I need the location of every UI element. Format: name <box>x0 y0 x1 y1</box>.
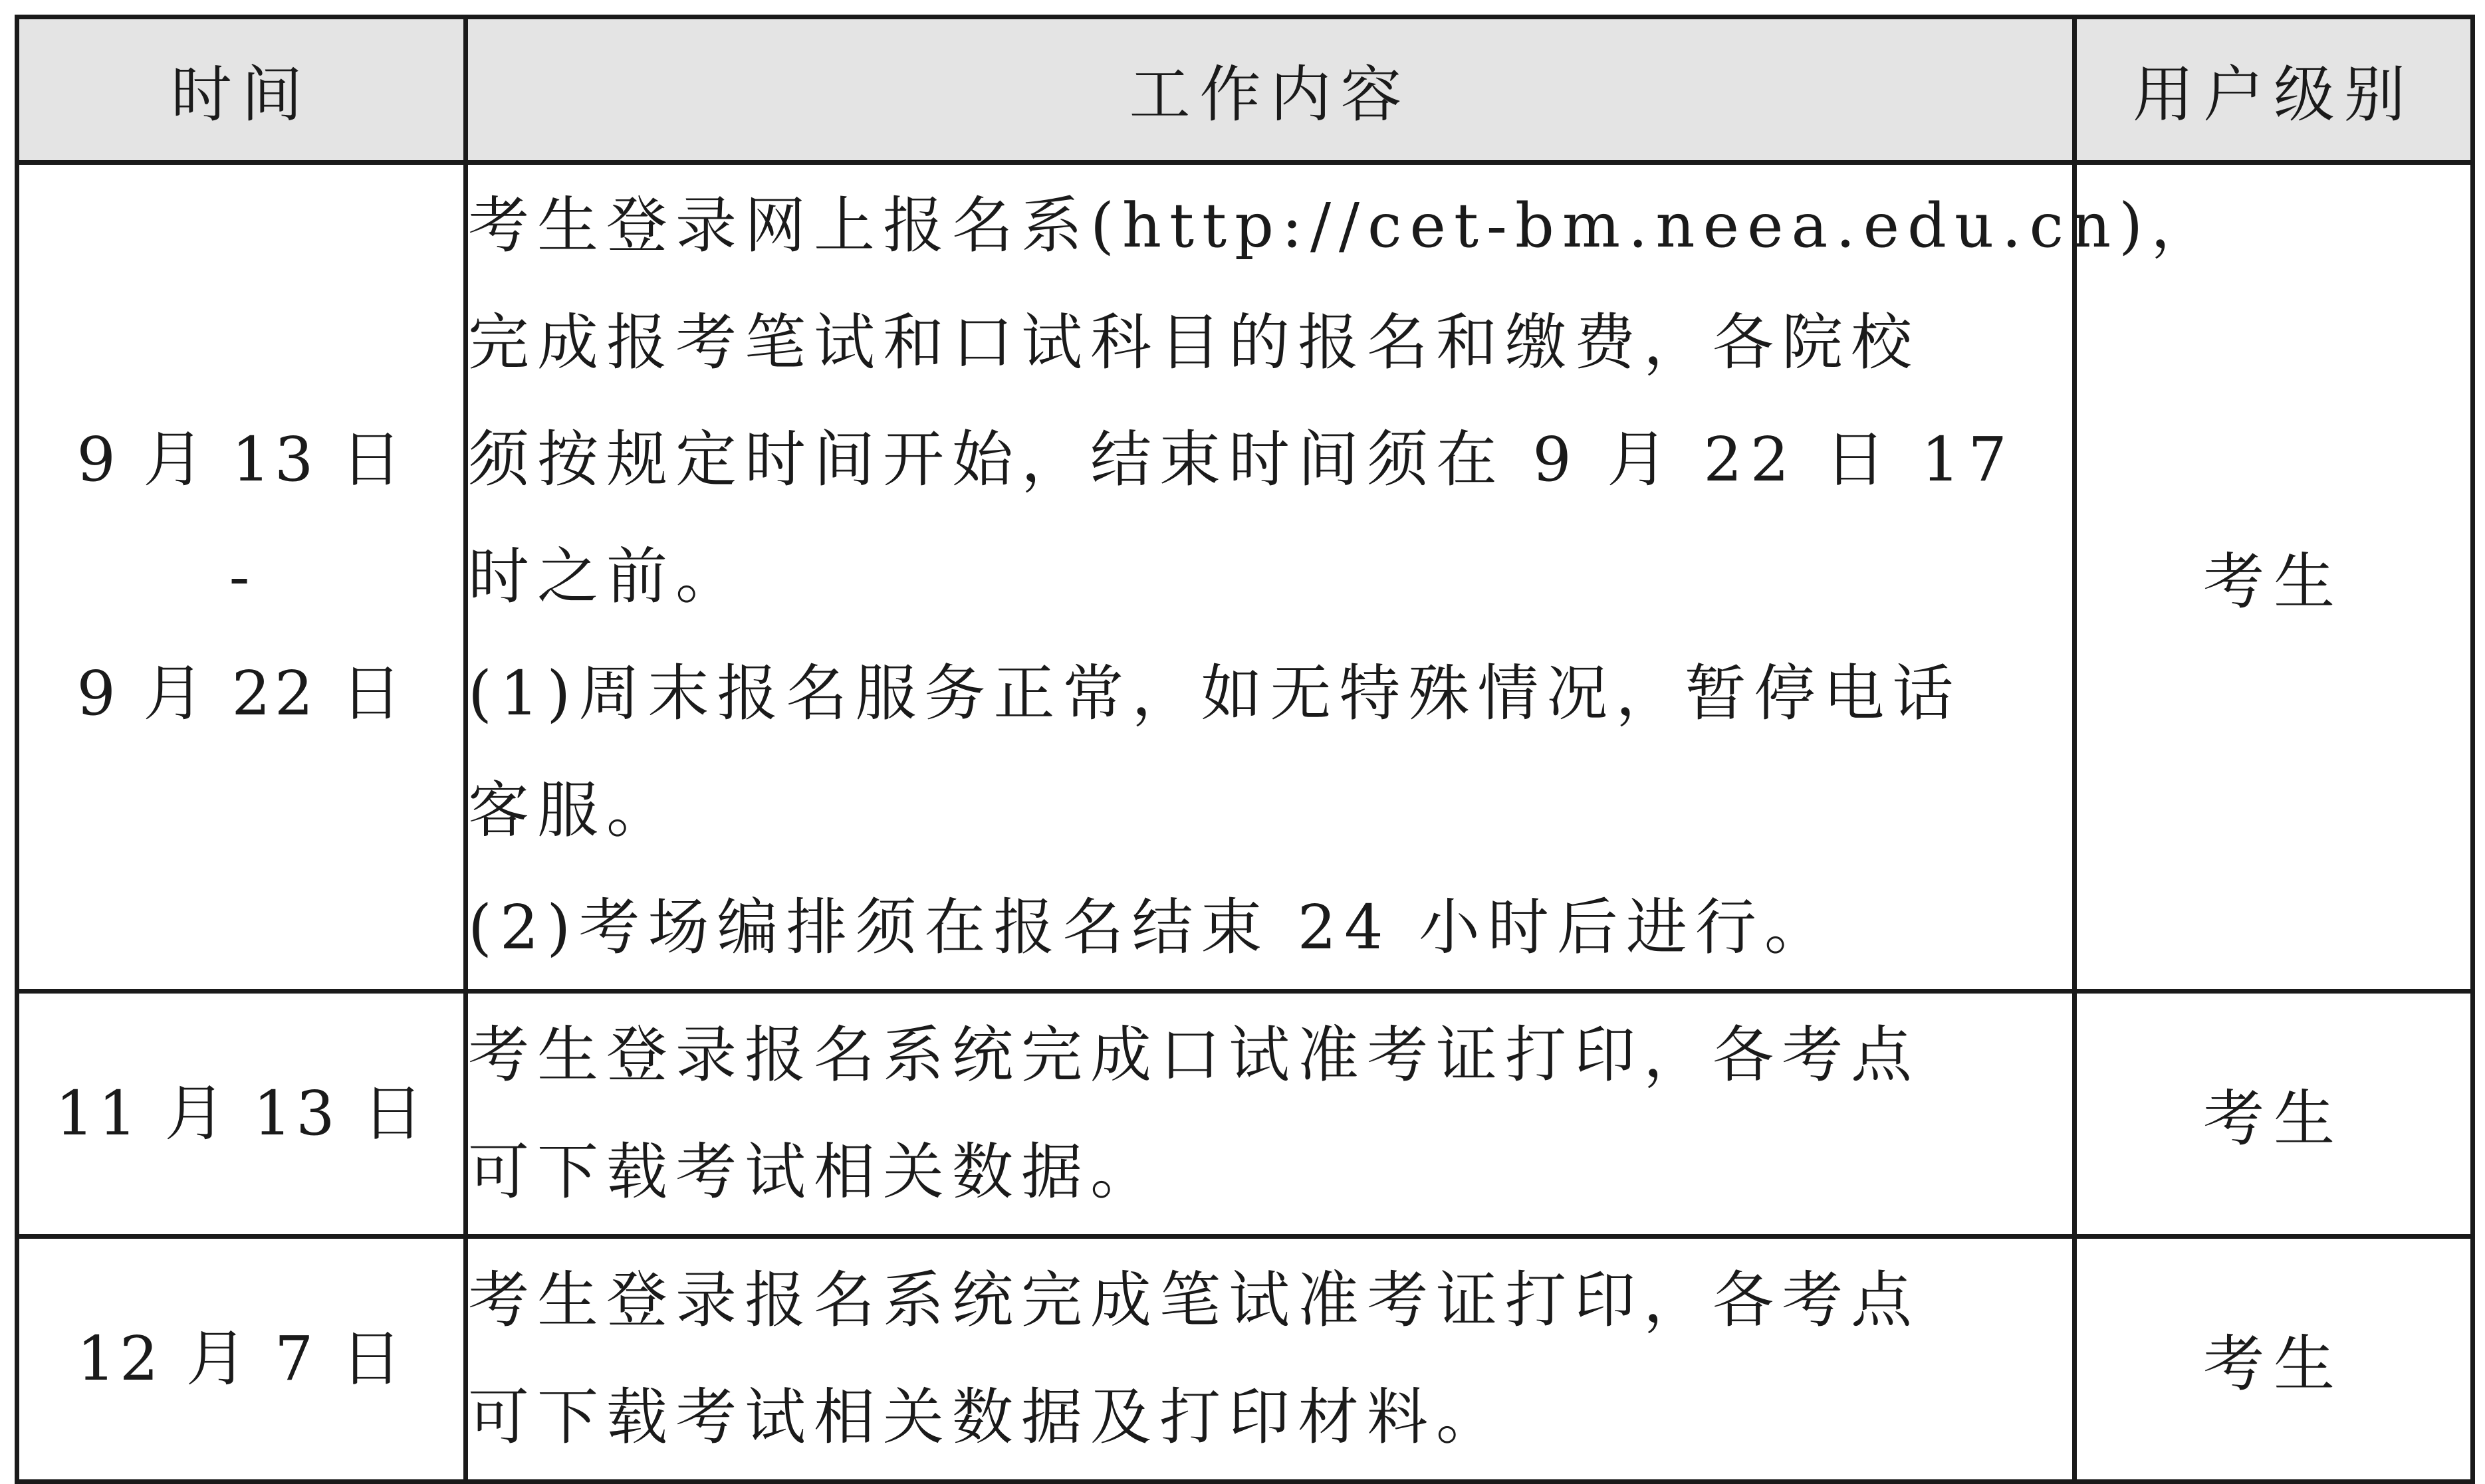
work-line: 时之前。 <box>468 541 745 612</box>
work-content-cell <box>466 1237 2075 1482</box>
table-row <box>17 163 2473 992</box>
work-line: 须按规定时间开始，结束时间须在 9 月 22 日 17 <box>468 424 2015 495</box>
work-line: (1)周末报名服务正常，如无特殊情况，暂停电话 <box>468 658 1962 729</box>
work-line: 完成报考笔试和口试科目的报名和缴费，各院校 <box>468 307 1921 378</box>
user-level-cell: 考生 <box>2075 992 2473 1237</box>
work-line: (2)考场编排须在报名结束 24 小时后进行。 <box>468 892 1834 963</box>
header-time: 时间 <box>17 17 466 163</box>
time-cell <box>17 1237 466 1482</box>
time-date: 11 月 13 日 <box>55 1078 427 1149</box>
user-level-cell: 考生 <box>2075 163 2473 992</box>
header-work-content: 工作内容 <box>466 17 2075 163</box>
table-body <box>17 163 2473 1482</box>
time-cell <box>17 163 466 992</box>
user-level-cell: 考生 <box>2075 1237 2473 1482</box>
schedule-table <box>15 15 2475 1484</box>
work-content-cell <box>466 163 2220 992</box>
work-line: 考生登录网上报名系(http://cet-bm.neea.edu.cn)， <box>468 190 2220 261</box>
time-start: 9 月 13 日 <box>76 424 406 495</box>
table-row <box>17 1237 2473 1482</box>
work-line: 可下载考试相关数据及打印材料。 <box>468 1382 1506 1453</box>
time-cell <box>17 992 466 1237</box>
time-end: 9 月 22 日 <box>76 658 406 729</box>
work-content-cell <box>466 992 2075 1237</box>
time-separator: - <box>229 541 254 612</box>
header-row <box>17 17 2473 163</box>
work-line: 考生登录报名系统完成笔试准考证打印，各考点 <box>468 1265 1921 1336</box>
table-row <box>17 992 2473 1237</box>
work-line: 客服。 <box>468 775 676 846</box>
work-line: 考生登录报名系统完成口试准考证打印，各考点 <box>468 1019 1921 1091</box>
time-date: 12 月 7 日 <box>76 1323 406 1394</box>
header-user-level: 用户级别 <box>2075 17 2473 163</box>
work-line: 可下载考试相关数据。 <box>468 1136 1160 1208</box>
table-header <box>17 17 2473 163</box>
